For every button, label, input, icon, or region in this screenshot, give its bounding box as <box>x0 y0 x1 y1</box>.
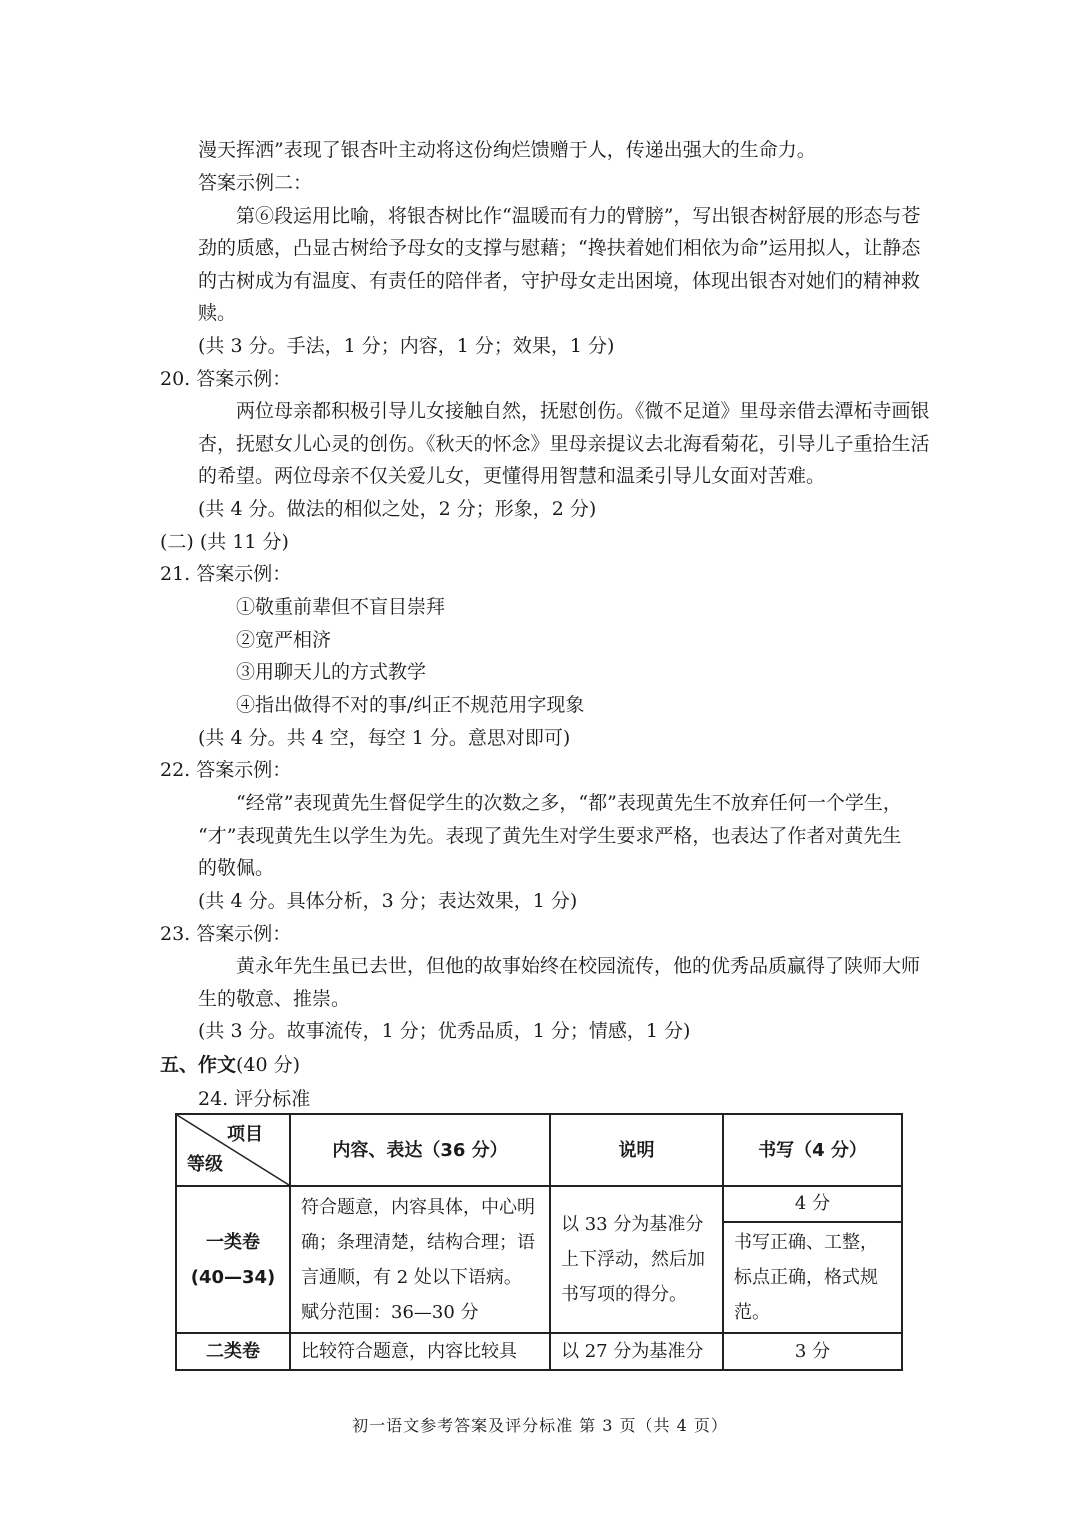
grade-cell: 二类卷 <box>176 1333 290 1370</box>
page-footer: 初一语文参考答案及评分标准 第 3 页（共 4 页） <box>352 1416 728 1435</box>
grade-name: 一类卷 <box>206 1231 260 1253</box>
q20-answer-line: 的希望。两位母亲不仅关爱儿女，更懂得用智慧和温柔引导儿女面对苦难。 <box>198 465 826 487</box>
q21-label: 21. 答案示例： <box>160 563 292 585</box>
q19-example2-line: 第⑥段运用比喻，将银杏树比作“温暖而有力的臂膀”，写出银杏树舒展的形态与苍 <box>236 205 921 227</box>
scoring-table <box>175 1113 903 1371</box>
q22-score-note: (共 4 分。具体分析，3 分；表达效果，1 分) <box>198 890 578 912</box>
q21-item: ②宽严相济 <box>236 629 332 651</box>
q19-example2-line: 劲的质感，凸显古树给予母女的支撑与慰藉；“搀扶着她们相依为命”运用拟人，让静态 <box>198 237 921 259</box>
part5-points: (40 分) <box>236 1054 301 1076</box>
q20-score-note: (共 4 分。做法的相似之处，2 分；形象，2 分) <box>198 498 597 520</box>
q19-text-line: 漫天挥洒”表现了银杏叶主动将这份绚烂馈赠于人，传递出强大的生命力。 <box>198 139 816 161</box>
note-cell: 以 27 分为基准分 <box>550 1333 723 1370</box>
q20-answer-line: 杏，抚慰女儿心灵的创伤。《秋天的怀念》里母亲提议去北海看菊花，引导儿子重拾生活 <box>198 433 930 455</box>
q22-answer-line: “才”表现黄先生以学生为先。表现了黄先生对学生要求严格，也表达了作者对黄先生 <box>198 825 902 847</box>
q23-answer-line: 生的敬意、推崇。 <box>198 988 351 1010</box>
table-corner-cell <box>176 1114 290 1186</box>
part5-heading <box>160 1049 300 1082</box>
q20-label: 20. 答案示例： <box>160 368 292 390</box>
part2-heading: (二) (共 11 分) <box>160 531 289 553</box>
content-range: 赋分范围：36—30 分 <box>301 1301 479 1323</box>
table-header-row <box>176 1114 902 1186</box>
q21-score-note: (共 4 分。共 4 空，每空 1 分。意思对即可) <box>198 727 571 749</box>
q21-item: ①敬重前辈但不盲目崇拜 <box>236 596 446 618</box>
q24-label: 24. 评分标准 <box>198 1088 311 1110</box>
table-row <box>176 1186 902 1222</box>
header-content: 内容、表达（36 分） <box>290 1114 550 1186</box>
writing-score-cell: 4 分 <box>723 1186 902 1222</box>
q22-label: 22. 答案示例： <box>160 759 292 781</box>
header-writing: 书写（4 分） <box>723 1114 902 1186</box>
content-cell <box>290 1186 550 1333</box>
q22-answer-line: “经常”表现黄先生督促学生的次数之多，“都”表现黄先生不放弃任何一个学生， <box>236 792 902 814</box>
q19-score-note: (共 3 分。手法，1 分；内容，1 分；效果，1 分) <box>198 335 615 357</box>
writing-text-cell: 书写正确、工整，标点正确，格式规范。 <box>723 1222 902 1333</box>
q23-answer-line: 黄永年先生虽已去世，但他的故事始终在校园流传，他的优秀品质赢得了陕师大师 <box>236 955 921 977</box>
note-cell: 以 33 分为基准分上下浮动，然后加书写项的得分。 <box>550 1186 723 1333</box>
q23-score-note: (共 3 分。故事流传，1 分；优秀品质，1 分；情感，1 分) <box>198 1020 691 1042</box>
q19-example2-line: 的古树成为有温度、有责任的陪伴者，守护母女走出困境，体现出银杏对她们的精神救 <box>198 270 921 292</box>
content-cell: 比较符合题意，内容比较具 <box>290 1333 550 1370</box>
q21-item: ④指出做得不对的事/纠正不规范用字现象 <box>236 694 585 716</box>
q22-answer-line: 的敬佩。 <box>198 857 275 879</box>
corner-item-label: 项目 <box>227 1124 263 1145</box>
corner-grade-label: 等级 <box>187 1154 223 1175</box>
table-row <box>176 1333 902 1370</box>
writing-score-cell: 3 分 <box>723 1333 902 1370</box>
q20-answer-line: 两位母亲都积极引导儿女接触自然，抚慰创伤。《微不足道》里母亲借去潭柘寺画银 <box>236 400 930 422</box>
q19-example2-label: 答案示例二： <box>198 172 313 194</box>
grade-cell <box>176 1186 290 1333</box>
part5-title: 五、作文 <box>160 1054 237 1076</box>
content-text: 符合题意，内容具体，中心明确；条理清楚，结构合理；语言通顺，有 2 处以下语病。 <box>301 1196 535 1288</box>
q19-example2-line: 赎。 <box>198 302 237 324</box>
q23-label: 23. 答案示例： <box>160 923 292 945</box>
grade-range: (40—34) <box>190 1266 276 1288</box>
q21-item: ③用聊天儿的方式教学 <box>236 661 427 683</box>
header-note: 说明 <box>550 1114 723 1186</box>
